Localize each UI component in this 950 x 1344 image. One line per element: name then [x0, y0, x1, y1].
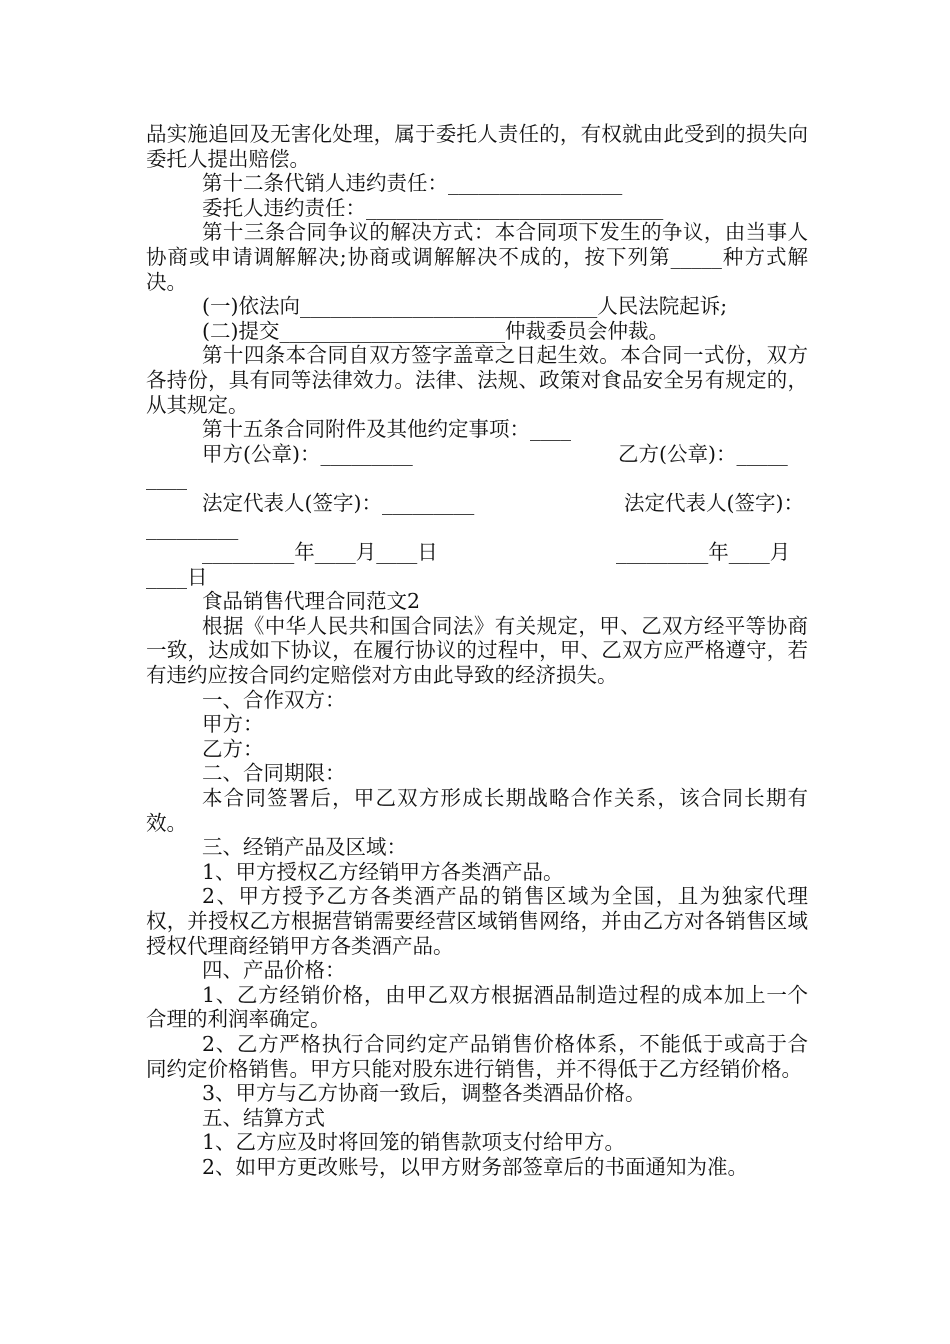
party-b-representative-tail: _________	[146, 515, 239, 540]
heading-parties: 一、合作双方：	[202, 687, 346, 712]
paragraph-option-arbitration: (二)提交______________________仲裁委员会仲裁。	[202, 318, 669, 343]
item-3-1: 1、甲方授权乙方经销甲方各类酒产品。	[202, 859, 564, 884]
paragraph-article-15: 第十五条合同附件及其他约定事项：____	[202, 417, 571, 442]
paragraph-article-13: 第十三条合同争议的解决方式：本合同项下发生的争议，由当事人协商或申请调解解决;协商或调解解决不成的，按下列第_____种方式解决。	[146, 220, 808, 294]
party-a-representative: 法定代表人(签字)：_________	[202, 490, 475, 515]
paragraph-option-court: (一)依法向_____________________________人民法院起诉;	[202, 294, 728, 319]
heading-term: 二、合同期限：	[202, 761, 346, 786]
paragraph-term: 本合同签署后，甲乙双方形成长期战略合作关系，该合同长期有效。	[146, 786, 808, 835]
item-4-1: 1、乙方经销价格，由甲乙双方根据酒品制造过程的成本加上一个合理的利润率确定。	[146, 982, 808, 1032]
paragraph-liability-continued: 品实施追回及无害化处理，属于委托人责任的，有权就由此受到的损失向委托人提出赔偿。	[146, 122, 808, 171]
item-4-3: 3、甲方与乙方协商一致后，调整各类酒品价格。	[202, 1081, 646, 1106]
item-3-2: 2、甲方授予乙方各类酒产品的销售区域为全国，且为独家代理权，并授权乙方根据营销需要经营区域销售网络，并由乙方对各销售区域授权代理商经销甲方各类酒产品。	[146, 884, 808, 958]
paragraph-intro: 根据《中华人民共和国合同法》有关规定，甲、乙双方经平等协商一致，达成如下协议，在履行协议的过程中，甲、乙双方应严格遵守，若有违约应按合同约定赔偿对方由此导致的经济损失。	[146, 613, 808, 688]
item-4-2: 2、乙方严格执行合同约定产品销售价格体系，不能低于或高于合同约定价格销售。甲方只能对股东进行销售，并不得低于乙方经销价格。	[146, 1031, 808, 1081]
party-b-line: 乙方：	[202, 736, 264, 761]
signature-date-row	[146, 540, 808, 589]
party-b-seal: 乙方(公章)：_____	[618, 441, 788, 466]
document-page	[146, 122, 808, 1180]
heading-price: 四、产品价格：	[202, 958, 346, 983]
signature-rep-row	[146, 491, 808, 540]
party-b-date-tail: ____日	[146, 564, 208, 589]
item-5-1: 1、乙方应及时将回笼的销售款项支付给甲方。	[202, 1130, 626, 1155]
paragraph-principal-liability: 委托人违约责任：_____________________________	[202, 195, 664, 220]
signature-seal-row	[146, 442, 808, 491]
section-title: 食品销售代理合同范文2	[202, 589, 421, 614]
party-a-date: _________年____月____日	[202, 540, 438, 565]
heading-settlement: 五、结算方式	[202, 1105, 325, 1130]
heading-products: 三、经销产品及区域：	[202, 835, 407, 860]
item-5-2: 2、如甲方更改账号，以甲方财务部签章后的书面通知为准。	[202, 1154, 749, 1179]
party-a-seal: 甲方(公章)：_________	[202, 441, 413, 466]
party-b-date: _________年____月	[616, 540, 791, 565]
paragraph-article-12: 第十二条代销人违约责任：_________________	[202, 171, 623, 196]
party-b-seal-tail: ____	[146, 466, 187, 491]
paragraph-article-14: 第十四条本合同自双方签字盖章之日起生效。本合同一式份，双方各持份，具有同等法律效力。法律、法规、政策对食品安全另有规定的，从其规定。	[146, 343, 808, 417]
party-a-line: 甲方：	[202, 712, 264, 737]
party-b-representative: 法定代表人(签字)：	[624, 490, 804, 515]
